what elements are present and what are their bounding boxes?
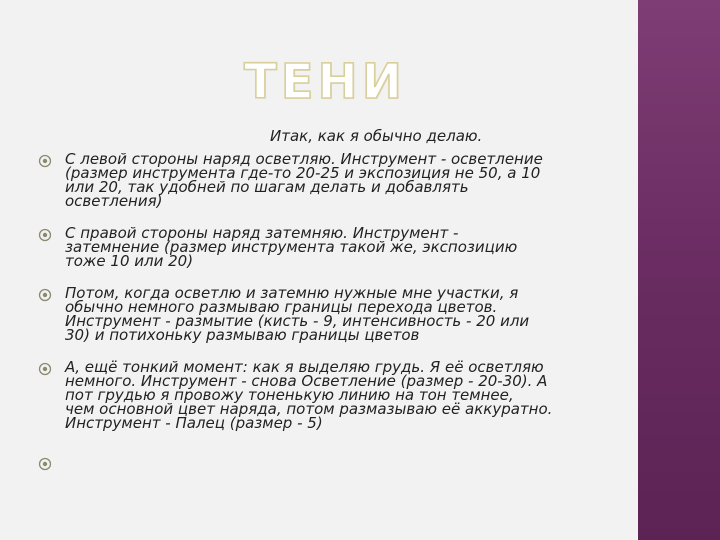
- slide-title: ТЕНИ: [244, 54, 406, 110]
- decorative-bullet-icon: [38, 457, 52, 471]
- decorative-bullet-icon: [38, 228, 52, 242]
- decorative-bullet-icon: [38, 288, 52, 302]
- bullet-text: Потом, когда осветлю и затемню нужные мне участки, я обычно немного размываю границы перехода цветов. Инструмент - размытие (кисть - 9, интенсивность - 20 или 30) и потихоньку размываю границы цветов: [65, 284, 530, 344]
- decorative-bullet-icon: [38, 362, 52, 376]
- bullet-text: А, ещё тонкий момент: как я выделяю грудь. Я её осветляю немного. Инструмент - снова Осветление (размер - 20-30). А пот грудью я провожу тоненькую линию на тон темнее, чем основной цвет наряда, потом размазываю её аккуратно. Инструмент - Палец (размер - 5): [65, 358, 553, 432]
- bullet-text: С левой стороны наряд осветляю. Инструмент - осветление (размер инструмента где-то 20-25 и экспозиция не 50, а 10 или 20, так удобней по шагам делать и добавлять осветления): [65, 150, 543, 210]
- bullet-list: [38, 0, 628, 540]
- decorative-bullet-icon: [38, 154, 52, 168]
- intro-text: Итак, как я обычно делаю.: [270, 127, 483, 145]
- bullet-text: С правой стороны наряд затемняю. Инструмент - затемнение (размер инструмента такой же, экспозицию тоже 10 или 20): [65, 224, 518, 270]
- side-accent-bar: [638, 0, 720, 540]
